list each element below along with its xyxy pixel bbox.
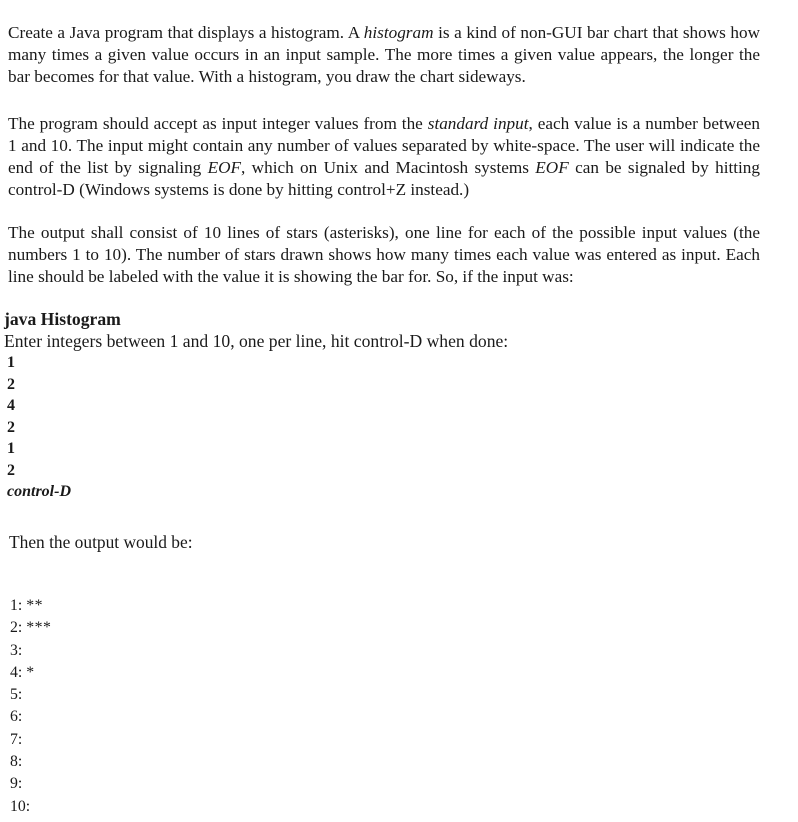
input-text-4: can be signaled by hitting control-D (Windows systems is done by hitting control+Z instead.) [8,158,760,199]
sample-command: java Histogram [4,309,121,329]
row-label: 10: [10,797,31,815]
histogram-output [10,595,51,818]
row-label: 9: [10,775,23,793]
sample-terminator: control-D [7,483,71,500]
standard-input-term: standard input [427,114,529,133]
output-spec-paragraph: The output shall consist of 10 lines of stars (asterisks), one line for each of the possible input values (the numbers 1 to 10). The number of stars drawn shows how many times each value was entered as input. Each line should be labeled with the value it is showing the bar for. So, if the input was: [8,223,760,286]
input-text-2: , each value is a number between 1 and 10. The input might contain any number of values separated by white-space. The user will indicate the end of the list by signaling [8,114,760,177]
sample-input-list [4,352,508,481]
row-stars: * [26,663,35,681]
histogram-row [10,706,51,728]
histogram-row [10,662,51,684]
histogram-row [10,640,51,662]
histogram-row [10,751,51,773]
row-label: 2: [10,619,23,637]
sample-input-line: 1 [7,354,15,371]
row-label: 6: [10,708,23,726]
row-stars: *** [26,619,52,637]
input-spec-paragraph [8,113,760,201]
then-text: Then the output would be: [9,532,193,552]
intro-paragraph [8,22,760,88]
row-stars: ** [26,597,44,614]
row-label: 8: [10,753,23,771]
intro-text-2: is a kind of non-GUI bar chart that shows how many times a given value occurs in an input sample. The more times a given value appears, the longer the bar becomes for that value. With a histogram, you draw the chart sideways. [8,23,760,86]
input-text-1: The program should accept as input integer values from the [8,114,428,133]
eof-term-2: EOF [535,158,569,177]
intro-text-1: Create a Java program that displays a histogram. A [8,23,364,42]
histogram-row [10,617,51,639]
row-label: 5: [10,686,23,704]
histogram-row [10,684,51,706]
input-text-3: , which on Unix and Macintosh systems [241,158,536,177]
row-label: 1: [10,597,23,614]
sample-input-line: 4 [7,397,15,414]
row-label: 4: [10,663,23,681]
histogram-row [10,729,51,751]
sample-input-line: 2 [7,461,15,479]
histogram-row [10,796,51,818]
sample-input-line: 2 [7,375,15,393]
row-label: 7: [10,730,23,748]
sample-input-line: 1 [7,440,15,457]
sample-input-line: 2 [7,418,15,436]
row-label: 3: [10,641,23,659]
histogram-row [10,773,51,795]
eof-term-1: EOF [207,158,242,177]
histogram-row [10,595,51,617]
sample-prompt: Enter integers between 1 and 10, one per line, hit control-D when done: [4,330,509,351]
sample-session [4,309,508,503]
histogram-term: histogram [363,23,434,42]
